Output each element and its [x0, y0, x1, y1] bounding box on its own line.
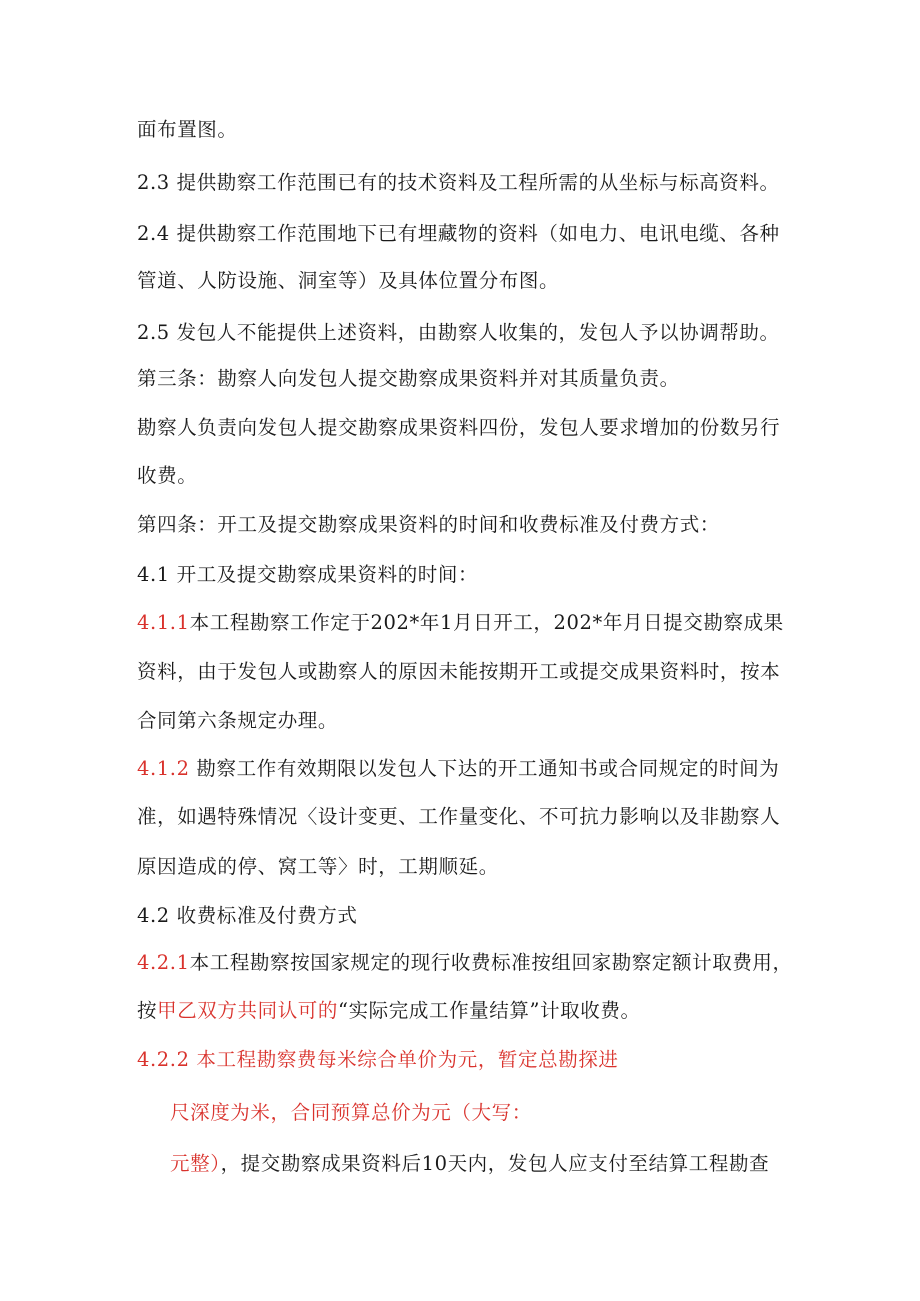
text-segment-highlight: 4.2.2 本工程勘察费每米综合单价为元，暂定总勘探进 [137, 1048, 619, 1071]
text-line [137, 659, 780, 685]
text-line [137, 804, 780, 830]
text-segment: 本工程勘察工作定于202*年1月日开工，202*年月日提交勘察成果 [189, 611, 784, 634]
clause-number: 4.1.2 [137, 757, 197, 780]
text-line [137, 221, 780, 247]
text-segment: 准，如遇特殊情况〈设计变更、工作量变化、不可抗力影响以及非勘察人 [137, 805, 781, 828]
text-segment: 4.2 收费标准及付费方式 [137, 904, 358, 927]
text-segment: 原因造成的停、窝工等〉时，工期顺延。 [137, 855, 499, 878]
text-segment: 勘察人负责向发包人提交勘察成果资料四份，发包人要求增加的份数另行 [137, 416, 781, 439]
text-line [137, 950, 793, 976]
text-segment: 面布置图。 [137, 118, 238, 141]
text-segment: 4.1 开工及提交勘察成果资料的时间： [137, 563, 479, 586]
text-segment: 2.4 提供勘察工作范围地下已有埋藏物的资料（如电力、电讯电缆、各种 [137, 222, 780, 245]
text-segment: 资料，由于发包人或勘察人的原因未能按期开工或提交成果资料时，按本 [137, 660, 781, 683]
text-segment: 第四条：开工及提交勘察成果资料的时间和收费标准及付费方式： [137, 513, 720, 536]
text-segment: 2.3 提供勘察工作范围已有的技术资料及工程所需的从坐标与标高资料。 [137, 171, 780, 194]
text-segment: 2.5 发包人不能提供上述资料，由勘察人收集的，发包人予以协调帮助。 [137, 321, 780, 344]
text-segment: 管道、人防设施、洞室等）及具体位置分布图。 [137, 269, 560, 292]
text-line [137, 415, 780, 441]
text-segment-highlight: 甲乙双方共同认可的 [157, 999, 339, 1022]
text-line [137, 903, 358, 929]
text-segment-highlight: 元整） [170, 1152, 221, 1175]
text-line [137, 610, 784, 636]
text-line [170, 1100, 532, 1126]
clause-number: 4.1.1 [137, 611, 190, 634]
text-line [137, 366, 680, 392]
text-segment: “实际完成工作量结算”计取收费。 [338, 999, 641, 1022]
text-line [137, 268, 559, 294]
text-line [137, 117, 238, 143]
text-segment: 收费。 [137, 464, 198, 487]
text-segment-highlight: 尺深度为米，合同预算总价为元（大写： [170, 1101, 532, 1124]
text-line [137, 998, 641, 1024]
text-segment: ，提交勘察成果资料后10天内，发包人应支付至结算工程勘查 [220, 1152, 770, 1175]
text-segment: 本工程勘察按国家规定的现行收费标准按组回家勘察定额计取费用， [189, 951, 793, 974]
text-line [137, 708, 338, 734]
text-line [137, 562, 478, 588]
text-segment: 合同第六条规定办理。 [137, 709, 339, 732]
text-line [137, 512, 720, 538]
text-line [137, 756, 779, 782]
text-line [137, 1047, 619, 1073]
text-segment: 勘察工作有效期限以发包人下达的开工通知书或合同规定的时间为 [196, 757, 780, 780]
clause-number: 4.2.1 [137, 951, 190, 974]
text-line [170, 1151, 769, 1177]
text-line [137, 320, 780, 346]
text-segment: 第三条：勘察人向发包人提交勘察成果资料并对其质量负责。 [137, 367, 680, 390]
text-segment: 按 [137, 999, 158, 1022]
text-line [137, 170, 780, 196]
text-line [137, 463, 197, 489]
text-line [137, 854, 499, 880]
